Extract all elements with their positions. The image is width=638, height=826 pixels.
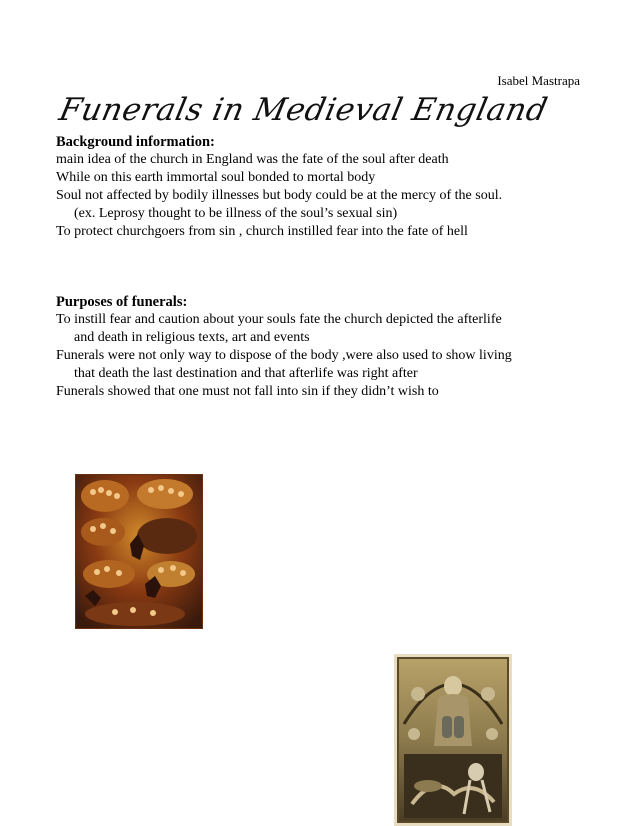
purposes-line: that death the last destination and that afterlife was right after [74, 366, 418, 381]
background-line: To protect churchgoers from sin , church instilled fear into the fate of hell [56, 224, 468, 239]
purposes-line: Funerals were not only way to dispose of the body ,were also used to show living [56, 348, 512, 363]
purposes-section [56, 293, 596, 401]
background-section [56, 133, 596, 241]
hell-painting-image [75, 474, 203, 629]
background-line: (ex. Leprosy thought to be illness of the soul’s sexual sin) [74, 206, 398, 221]
background-heading: Background information: [56, 134, 215, 150]
purposes-heading: Purposes of funerals: [56, 294, 188, 310]
background-line: While on this earth immortal soul bonded to mortal body [56, 170, 376, 185]
purposes-line: To instill fear and caution about your souls fate the church depicted the afterlife [56, 312, 502, 327]
tomb-carving-image [394, 654, 512, 826]
purposes-line: Funerals showed that one must not fall into sin if they didn’t wish to [56, 384, 439, 399]
background-line: Soul not affected by bodily illnesses but body could be at the mercy of the soul. [56, 188, 503, 203]
background-line: main idea of the church in England was the fate of the soul after death [56, 152, 449, 167]
page-title: Funerals in Medieval England [56, 92, 551, 128]
purposes-line: and death in religious texts, art and events [74, 330, 310, 345]
author-name: Isabel Mastrapa [497, 73, 580, 88]
